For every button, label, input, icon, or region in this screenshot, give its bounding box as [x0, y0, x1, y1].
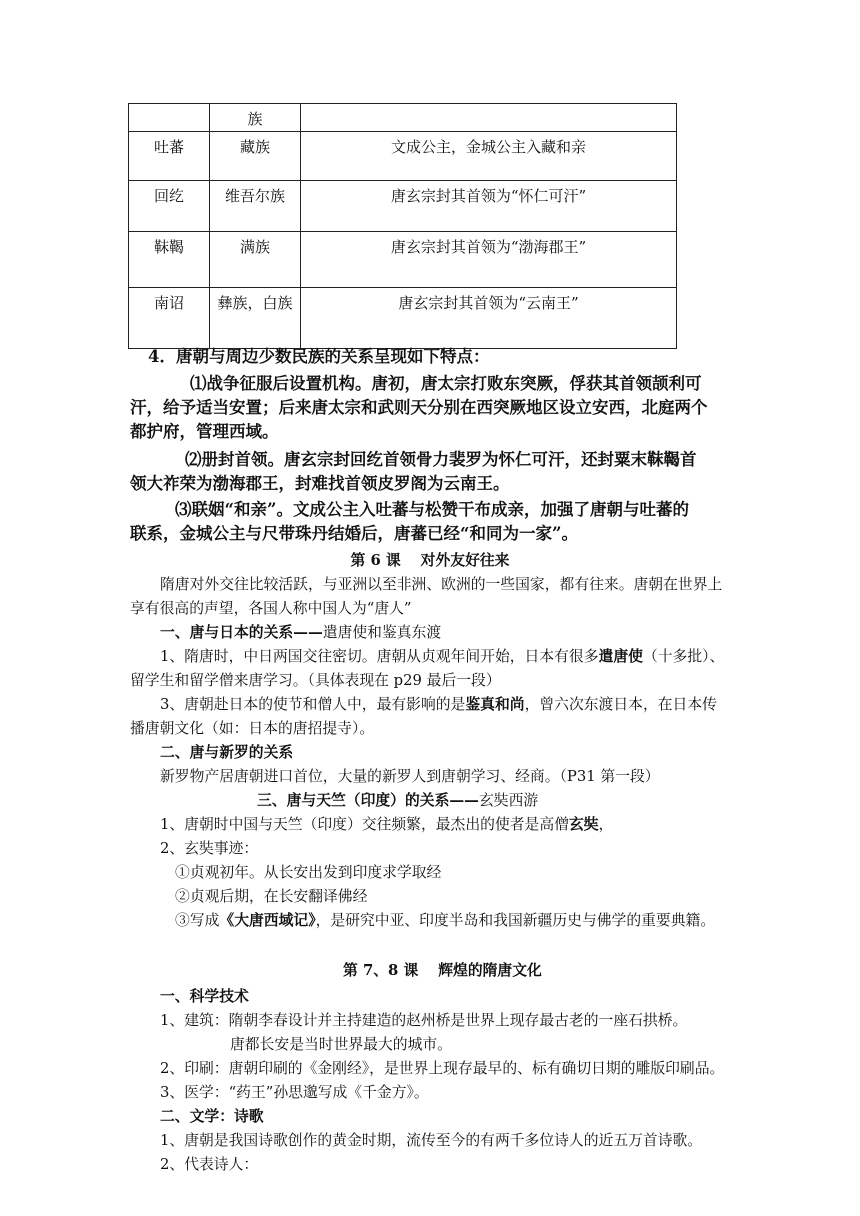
table-cell-name: 吐蕃	[129, 132, 210, 181]
india-heading	[257, 790, 538, 812]
india-item2-1: ①贞观初年。从长安出发到印度求学取经	[175, 864, 442, 881]
table-row	[129, 181, 677, 232]
lesson6-title: 第 6 课 对外友好往来	[350, 552, 510, 569]
literature-heading: 二、文学：诗歌	[160, 1108, 264, 1125]
table-cell-ethnic: 族	[210, 104, 301, 132]
lesson78-title: 第 7、8 课 辉煌的隋唐文化	[343, 962, 542, 979]
science-item1: 1、建筑：隋朝李春设计并主持建造的赵州桥是世界上现存最古老的一座石拱桥。	[160, 1012, 688, 1029]
science-item1b: 唐都长安是当时世界最大的城市。	[230, 1036, 452, 1053]
table-cell-name	[129, 104, 210, 132]
science-heading: 一、科学技术	[160, 988, 249, 1005]
section4-heading: 4．唐朝与周边少数民族的关系呈现如下特点：	[148, 347, 490, 366]
japan-item3-text-a: 3、唐朝赴日本的使节和僧人中，最有影响的是	[160, 696, 466, 713]
lesson6-intro-line2: 享有很高的声望，各国人称中国人为“唐人”	[130, 600, 412, 617]
japan-item3-bold: 鉴真和尚	[465, 696, 525, 713]
india-item2-3-text-c: ，是研究中亚、印度半岛和我国新疆历史与佛学的重要典籍。	[315, 912, 716, 929]
table-cell-ethnic: 藏族	[210, 132, 301, 181]
table-cell-name: 回纥	[129, 181, 210, 232]
india-item2-3-bold: 《大唐西域记》	[219, 912, 316, 929]
table-cell-note: 唐玄宗封其首领为“怀仁可汗”	[301, 181, 677, 232]
silla-heading: 二、唐与新罗的关系	[160, 744, 294, 761]
table-cell-name: 南诏	[129, 288, 210, 349]
table-cell-note: 唐玄宗封其首领为“云南王”	[301, 288, 677, 349]
table-row	[129, 104, 677, 132]
india-item1-bold: 玄奘	[568, 816, 599, 833]
india-item2-3-text-a: ③写成	[175, 912, 220, 929]
table-cell-note	[301, 104, 677, 132]
science-item3: 3、医学：“药王”孙思邈写成《千金方》。	[160, 1084, 429, 1101]
india-item2: 2、玄奘事迹：	[160, 840, 259, 857]
japan-item3-line2: 播唐朝文化（如：日本的唐招提寺）。	[130, 720, 375, 737]
india-heading-bold: 三、唐与天竺（印度）的关系——	[257, 792, 479, 809]
literature-item2: 2、代表诗人：	[160, 1156, 259, 1173]
table-cell-note: 文成公主，金城公主入藏和亲	[301, 132, 677, 181]
japan-heading-rest: 遣唐使和鉴真东渡	[322, 624, 442, 641]
silla-paragraph: 新罗物产居唐朝进口首位，大量的新罗人到唐朝学习、经商。（P31 第一段）	[160, 768, 660, 785]
section4-p3-line2: 联系，金城公主与尺带珠丹结婚后，唐蕃已经“和同为一家”。	[130, 524, 578, 543]
literature-item1: 1、唐朝是我国诗歌创作的黄金时期，流传至今的有两千多位诗人的近五万首诗歌。	[160, 1132, 703, 1149]
table-row	[129, 288, 677, 349]
india-heading-rest: 玄奘西游	[478, 792, 539, 809]
section4-p2-line2: 领大祚荣为渤海郡王，封难找首领皮罗阁为云南王。	[130, 474, 510, 493]
japan-item1-line1	[160, 646, 724, 668]
india-item1-text-c: ，	[598, 816, 614, 833]
table-row	[129, 132, 677, 181]
india-item1	[160, 814, 613, 836]
japan-item1-text-c: （十多批）、	[642, 648, 725, 665]
japan-heading-bold: 一、唐与日本的关系——	[160, 624, 323, 641]
japan-item1-bold: 遣唐使	[598, 648, 643, 665]
japan-item3-line1	[160, 694, 717, 716]
table-cell-ethnic: 满族	[210, 232, 301, 288]
table-cell-name: 靺鞨	[129, 232, 210, 288]
table-cell-note: 唐玄宗封其首领为“渤海郡王”	[301, 232, 677, 288]
lesson6-intro-line1: 隋唐对外交往比较活跃，与亚洲以至非洲、欧洲的一些国家，都有往来。唐朝在世界上	[160, 576, 723, 593]
india-item1-text-a: 1、唐朝时中国与天竺（印度）交往频繁，最杰出的使者是高僧	[160, 816, 569, 833]
japan-item1-line2: 留学生和留学僧来唐学习。（具体表现在 p29 最后一段）	[130, 672, 501, 689]
section4-p2-line1: ⑵册封首领。唐玄宗封回纥首领骨力裴罗为怀仁可汗，还封粟末靺鞨首	[185, 450, 697, 469]
ethnic-relations-table	[128, 103, 677, 349]
section4-p1-line2: 汗，给予适当安置；后来唐太宗和武则天分别在西突厥地区设立安西，北庭两个	[130, 398, 708, 417]
japan-item3-text-c: ，曾六次东渡日本，在日本传	[524, 696, 717, 713]
japan-heading	[160, 622, 441, 644]
table-cell-ethnic: 彝族，白族	[210, 288, 301, 349]
table-cell-ethnic: 维吾尔族	[210, 181, 301, 232]
india-item2-3	[175, 910, 715, 932]
india-item2-2: ②贞观后期，在长安翻译佛经	[175, 888, 368, 905]
section4-p1-line3: 都护府，管理西域。	[130, 422, 279, 441]
science-item2: 2、印刷：唐朝印刷的《金刚经》，是世界上现存最早的、标有确切日期的雕版印刷品。	[160, 1060, 725, 1077]
japan-item1-text-a: 1、隋唐时，中日两国交往密切。唐朝从贞观年间开始，日本有很多	[160, 648, 599, 665]
section4-p3-line1: ⑶联姻“和亲”。文成公主入吐蕃与松赞干布成亲，加强了唐朝与吐蕃的	[175, 500, 689, 519]
table-row	[129, 232, 677, 288]
section4-p1-line1: ⑴战争征服后设置机构。唐初，唐太宗打败东突厥，俘获其首领颉利可	[190, 374, 702, 393]
